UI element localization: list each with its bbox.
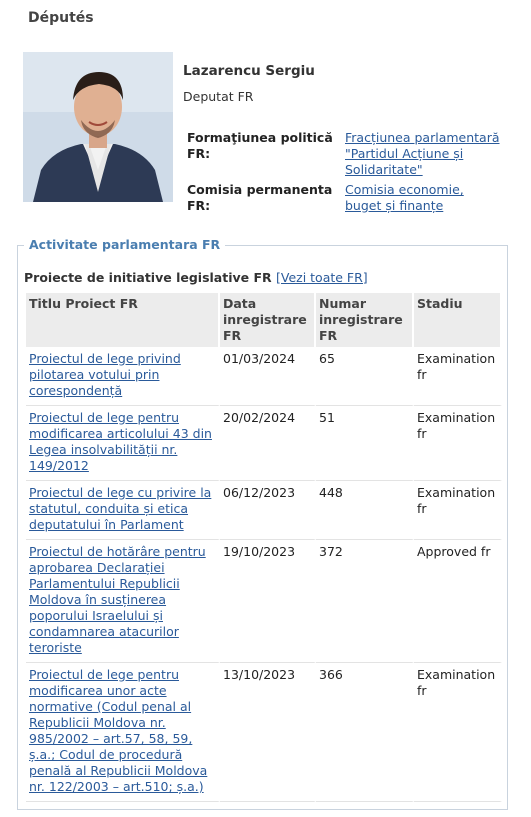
project-title-cell xyxy=(26,540,220,663)
commission-label: Comisia permanenta FR: xyxy=(187,182,333,213)
deputy-info-table xyxy=(183,128,508,216)
col-number-header: Numar inregistrare FR xyxy=(316,293,414,347)
project-status: Approved fr xyxy=(414,540,502,663)
commission-value-cell xyxy=(341,180,508,216)
table-row xyxy=(26,347,502,406)
activity-fieldset xyxy=(17,237,508,810)
col-status-header: Stadiu xyxy=(414,293,502,347)
col-title-header: Titlu Proiect FR xyxy=(26,293,220,347)
activity-legend: Activitate parlamentara FR xyxy=(24,237,225,252)
project-number: 366 xyxy=(316,663,414,802)
table-row xyxy=(26,406,502,481)
project-link[interactable]: Proiectul de lege pentru modificarea articolului 43 din Legea insolvabilității nr. 149/2012 xyxy=(29,410,212,473)
projects-title xyxy=(24,270,368,285)
project-title-cell xyxy=(26,481,220,540)
project-date: 13/10/2023 xyxy=(220,663,316,802)
portrait-image xyxy=(23,52,173,202)
party-link[interactable]: Fracțiunea parlamentară "Partidul Acțiune și Solidaritate" xyxy=(345,130,500,177)
project-number: 65 xyxy=(316,347,414,406)
deputy-role: Deputat FR xyxy=(183,89,254,104)
projects-table xyxy=(26,293,502,802)
info-row-commission xyxy=(183,180,508,216)
info-row-party xyxy=(183,128,508,180)
project-link[interactable]: Proiectul de lege pentru modificarea unor acte normative (Codul penal al Republicii Moldova nr. 985/2002 – art.57, 58, 59, ș.a.; Codul de procedură penală al Republicii Moldova nr. 122/2003 – art.510; ș.a.) xyxy=(29,667,208,794)
project-number: 51 xyxy=(316,406,414,481)
project-title-cell xyxy=(26,347,220,406)
project-date: 19/10/2023 xyxy=(220,540,316,663)
party-label: Formaţiunea politică FR: xyxy=(187,130,333,161)
project-status: Examination fr xyxy=(414,481,502,540)
col-date-header: Data inregistrare FR xyxy=(220,293,316,347)
project-date: 01/03/2024 xyxy=(220,347,316,406)
deputy-name: Lazarencu Sergiu xyxy=(183,63,315,79)
project-title-cell xyxy=(26,663,220,802)
projects-title-text: Proiecte de initiative legislative FR xyxy=(24,270,272,285)
page-heading: Députés xyxy=(28,10,94,26)
party-value-cell xyxy=(341,128,508,180)
project-date: 20/02/2024 xyxy=(220,406,316,481)
table-row xyxy=(26,540,502,663)
commission-link[interactable]: Comisia economie, buget și finanțe xyxy=(345,182,464,213)
see-all-link[interactable]: [Vezi toate FR] xyxy=(276,270,368,285)
table-row xyxy=(26,663,502,802)
project-link[interactable]: Proiectul de hotărâre pentru aprobarea Declarației Parlamentului Republicii Moldova în susținerea poporului Israelului și condamnarea atacurilor teroriste xyxy=(29,544,206,655)
table-header-row xyxy=(26,293,502,347)
project-status: Examination fr xyxy=(414,347,502,406)
project-status: Examination fr xyxy=(414,406,502,481)
project-link[interactable]: Proiectul de lege cu privire la statutul, conduita și etica deputatului în Parlament xyxy=(29,485,212,532)
project-number: 448 xyxy=(316,481,414,540)
project-title-cell xyxy=(26,406,220,481)
project-date: 06/12/2023 xyxy=(220,481,316,540)
table-row xyxy=(26,481,502,540)
project-status: Examination fr xyxy=(414,663,502,802)
deputy-photo xyxy=(23,52,173,202)
project-number: 372 xyxy=(316,540,414,663)
project-link[interactable]: Proiectul de lege privind pilotarea votului prin corespondență xyxy=(29,351,181,398)
